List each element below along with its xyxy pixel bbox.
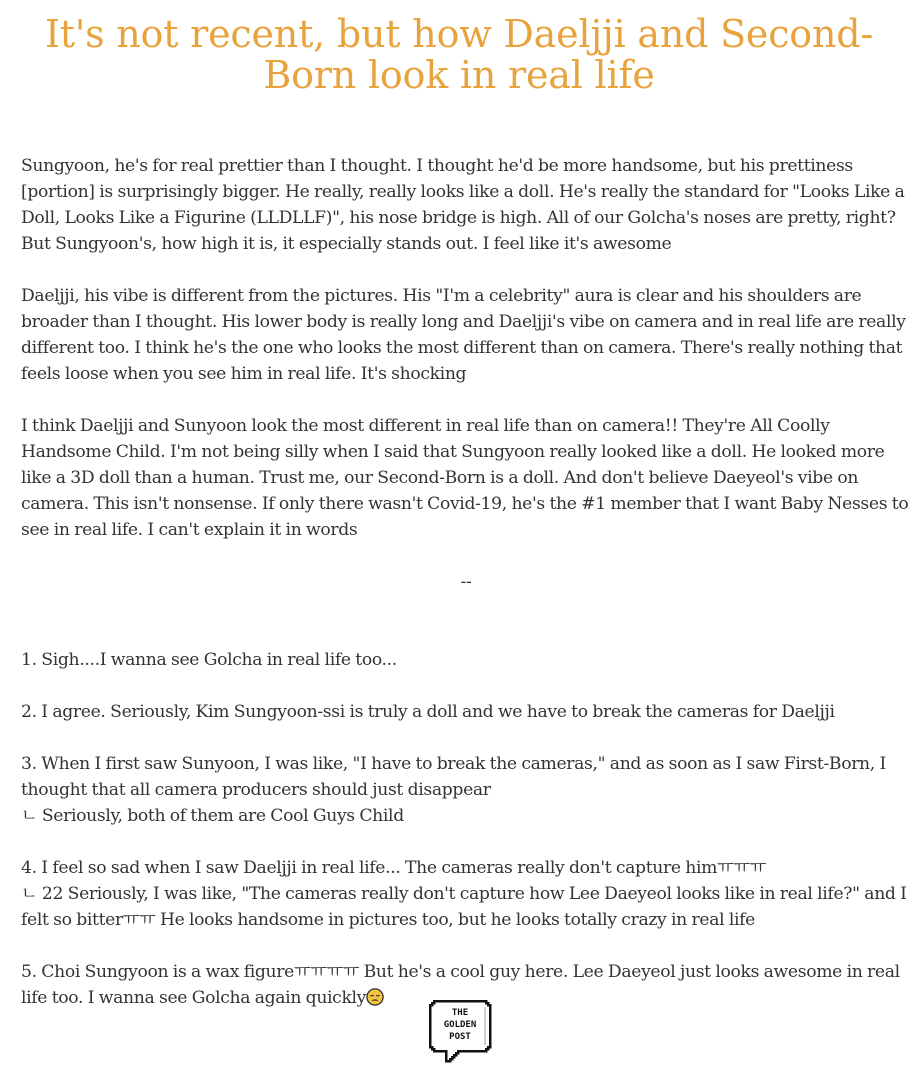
logo-text-line3: POST: [449, 1032, 471, 1042]
comment-reply: ㄴ Seriously, both of them are Cool Guys Child: [21, 806, 404, 826]
pensive-face-icon: [366, 988, 384, 1006]
article-paragraph: I think Daeljji and Sunyoon look the most different in real life than on camera!! They're All Coolly Handsome Child. I'm not being silly when I said that Sungyoon really looked like a doll. He looked more like a 3D doll than a human. Trust me, our Second-Born is a doll. And don't believe Daeyeol's vibe on camera. This isn't nonsense. If only there wasn't Covid-19, he's the #1 member that I want Baby Nesses to see in real life. I can't explain it in words: [21, 416, 909, 540]
speech-bubble-logo-icon: [428, 999, 492, 1065]
article-body: [21, 153, 911, 1037]
comment: 4. I feel so sad when I saw Daeljji in real life... The cameras really don't capture himㅠㅠㅠ: [21, 858, 766, 878]
article-title: It's not recent, but how Daeljji and Second-Born look in real life: [44, 12, 874, 97]
logo-text-line1: THE: [451, 1008, 469, 1018]
comment-reply: ㄴ 22 Seriously, I was like, "The cameras really don't capture how Lee Daeyeol looks like in real life?" and I felt so bitterㅠㅠ He looks handsome in pictures too, but he looks totally crazy in real life: [21, 884, 907, 930]
comment: 2. I agree. Seriously, Kim Sungyoon-ssi is truly a doll and we have to break the cameras for Daeljji: [21, 702, 835, 722]
comment: 1. Sigh....I wanna see Golcha in real life too...: [21, 650, 397, 670]
logo-text-line2: GOLDEN: [443, 1020, 477, 1030]
comment-group: [21, 751, 911, 829]
comment-group: [21, 855, 911, 933]
section-separator: --: [460, 572, 472, 592]
article-paragraph: Sungyoon, he's for real prettier than I thought. I thought he'd be more handsome, but his prettiness [portion] is surprisingly bigger. He really, really looks like a doll. He's really the standard for "Looks Like a Doll, Looks Like a Figurine (LLDLLF)", his nose bridge is high. All of our Golcha's noses are pretty, right? But Sungyoon's, how high it is, it especially stands out. I feel like it's awesome: [21, 156, 905, 254]
golden-post-logo: [428, 999, 492, 1065]
article-paragraph: Daeljji, his vibe is different from the pictures. His "I'm a celebrity" aura is clear and his shoulders are broader than I thought. His lower body is really long and Daeljji's vibe on camera and in real life are really different too. I think he's the one who looks the most different than on camera. There's really nothing that feels loose when you see him in real life. It's shocking: [21, 286, 906, 384]
comment: 5. Choi Sungyoon is a wax figureㅠㅠㅠㅠ But he's a cool guy here. Lee Daeyeol just looks awesome in real life too. I wanna see Golcha again quickly: [21, 962, 900, 1008]
comment: 3. When I first saw Sunyoon, I was like, "I have to break the cameras," and as soon as I saw First-Born, I thought that all camera producers should just disappear: [21, 754, 886, 800]
